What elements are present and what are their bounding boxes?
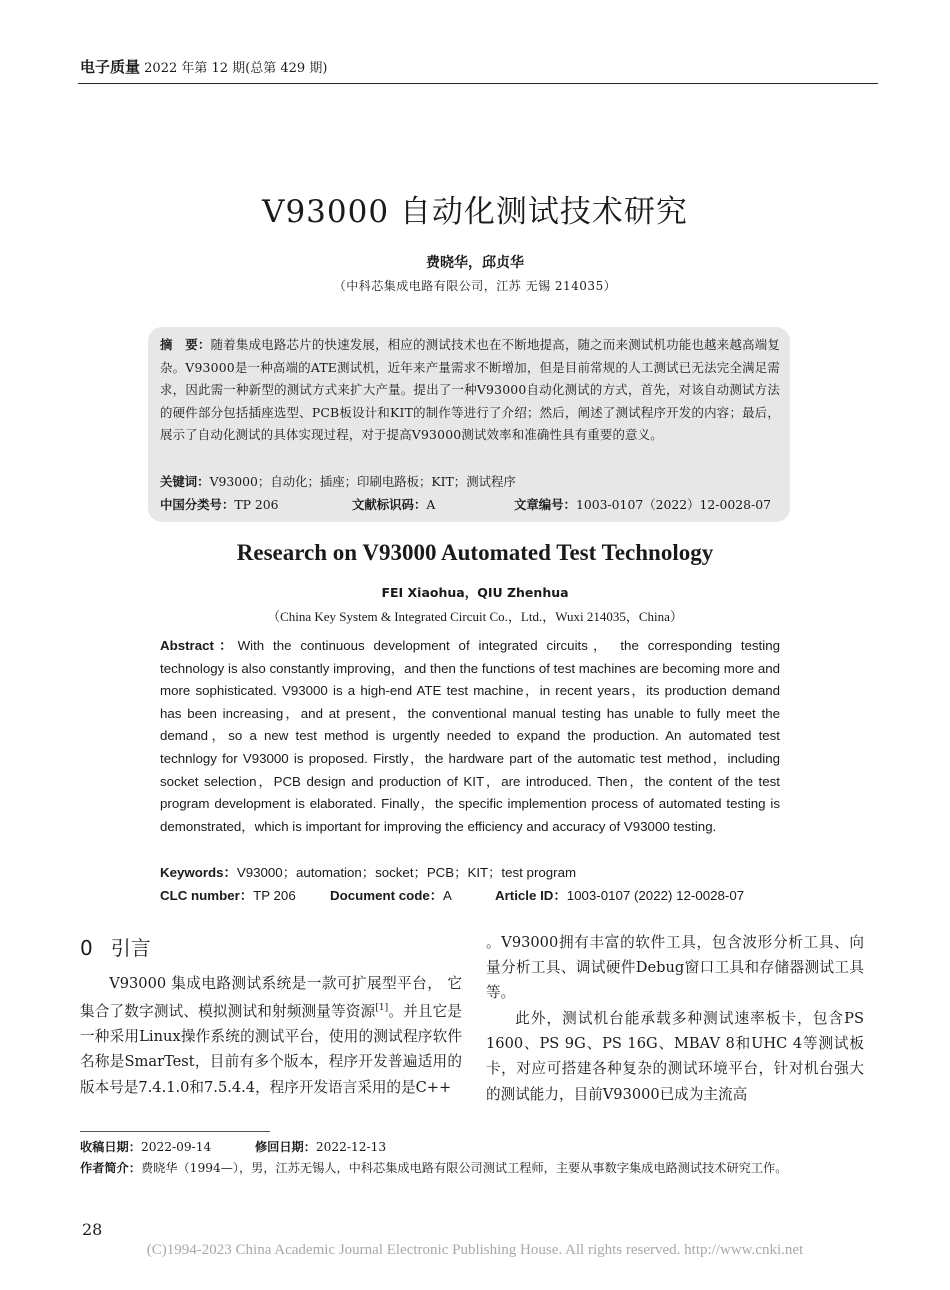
- en-abstract: [160, 635, 780, 838]
- cn-keywords-text: V93000；自动化；插座；印刷电路板；KIT；测试程序: [209, 474, 516, 489]
- en-keywords: [160, 862, 780, 884]
- footnote-author: [80, 1158, 870, 1178]
- received-label: 收稿日期：: [80, 1140, 141, 1154]
- en-article-id: [495, 885, 744, 907]
- en-clc-label: CLC number：: [160, 888, 254, 903]
- journal-name: 电子质量: [80, 58, 141, 76]
- en-abstract-text: With the continuous development of integrated circuits， the corresponding testing technology is also constantly improving，and then the functions of test machines are becoming more and more sophisticated. V93000 is a high-end ATE test machine，in recent years，its production demand has been increasing，and at present，the conventional manual testing has unable to fully meet the demand，so a new test method is urgently needed to expand the production. An automated test technlogy for V93000 is proposed. Firstly，the hardware part of the automatic test method，including socket selection，PCB design and production of KIT，are introduced. Then，the content of the test program development is elaborated. Finally，the specific implemention process of automated testing is demonstrated，which is important for improving the efficiency and accuracy of V93000 testing.: [160, 638, 780, 834]
- cn-abstract: [160, 334, 780, 447]
- copyright-watermark: (C)1994-2023 China Academic Journal Electronic Publishing House. All rights reserved. http://www.cnki.net: [146, 1242, 804, 1258]
- cn-keywords: [160, 471, 780, 493]
- en-doc-code-value: A: [443, 888, 452, 903]
- section-heading: [80, 932, 151, 961]
- en-affiliation: （China Key System & Integrated Circuit Co.，Ltd.，Wuxi 214035，China）: [267, 609, 683, 624]
- cn-clc: [160, 497, 279, 512]
- en-clc: [160, 888, 296, 903]
- body-p1-part-a: V93000 集成电路测试系统是一款可扩展型平台， 它集合了数字测试、模拟测试和射频测量等资源: [80, 975, 462, 1021]
- body-paragraph-1: [80, 971, 462, 1100]
- footnote-dates: [80, 1137, 386, 1157]
- en-abstract-label: Abstract：: [160, 638, 238, 653]
- cn-abstract-label: 摘 要：: [160, 337, 211, 352]
- footnote-rule: [80, 1131, 270, 1132]
- en-article-id-label: Article ID：: [495, 888, 567, 903]
- en-classification: [160, 885, 780, 907]
- citation-ref[interactable]: [1]: [375, 1003, 389, 1014]
- cn-authors: 费晓华，邱贞华: [426, 255, 524, 271]
- cn-article-id-label: 文章编号：: [514, 497, 576, 512]
- issue-info: 2022 年第 12 期(总第 429 期): [144, 61, 328, 76]
- page-title: V93000 自动化测试技术研究: [262, 194, 688, 230]
- cn-doc-code-value: A: [426, 497, 436, 512]
- header-rule: [78, 83, 878, 84]
- cn-classification: [160, 494, 780, 516]
- author-label: 作者简介：: [80, 1161, 141, 1175]
- received-date: 2022-09-14: [140, 1140, 212, 1154]
- revised-label: 修回日期：: [254, 1140, 316, 1154]
- cn-affiliation: （中科芯集成电路有限公司，江苏 无锡 214035）: [333, 279, 617, 293]
- running-header: [80, 56, 327, 77]
- cn-doc-code: [352, 494, 435, 516]
- en-clc-value: TP 206: [253, 888, 296, 903]
- body-paragraph-1-continued: 。V93000拥有丰富的软件工具，包含波形分析工具、向量分析工具、调试硬件Debug窗口工具和存储器测试工具等。: [486, 934, 864, 1002]
- en-keywords-text: V93000；automation；socket；PCB；KIT；test program: [236, 865, 577, 880]
- section-number: 0: [80, 936, 93, 960]
- author-bio: 费晓华（1994—），男，江苏无锡人，中科芯集成电路有限公司测试工程师，主要从事数字集成电路测试技术研究工作。: [140, 1161, 788, 1175]
- body-paragraph-2: 此外，测试机台能承载多种测试速率板卡，包含PS 1600、PS 9G、PS 16G、MBAV 8和UHC 4等测试板卡，对应可搭建各种复杂的测试环境平台，针对机台强大的测试能力，目前V93000已成为主流高: [486, 1010, 864, 1103]
- en-keywords-label: Keywords：: [160, 865, 237, 880]
- body-p1-part-b: 。并且它是一种采用Linux操作系统的测试平台，使用的测试程序软件名称是SmarTest，目前有多个版本，程序开发普遍适用的版本号是7.4.1.0和7.5.4.4，程序开发语言采用的是C++: [80, 1003, 462, 1096]
- page-number: 28: [82, 1220, 103, 1239]
- en-authors: FEI Xiaohua，QIU Zhenhua: [381, 585, 569, 600]
- cn-keywords-label: 关键词：: [160, 474, 210, 489]
- cn-article-id: [514, 494, 771, 516]
- cn-abstract-text: 随着集成电路芯片的快速发展，相应的测试技术也在不断地提高，随之而来测试机功能也越来越高端复杂。V93000是一种高端的ATE测试机，近年来产量需求不断增加，但是目前常规的人工测试已无法完全满足需求，因此需一种新型的测试方式来扩大产量。提出了一种V93000自动化测试的方式，首先，对该自动测试方法的硬件部分包括插座选型、PCB板设计和KIT的制作等进行了介绍；然后，阐述了测试程序开发的内容；最后，展示了自动化测试的具体实现过程，对于提高V93000测试效率和准确性具有重要的意义。: [160, 337, 780, 443]
- cn-clc-value: TP 206: [234, 497, 279, 512]
- cn-clc-label: 中国分类号：: [160, 497, 235, 512]
- en-doc-code-label: Document code：: [330, 888, 444, 903]
- en-article-id-value: 1003-0107 (2022) 12-0028-07: [566, 888, 745, 903]
- en-title: Research on V93000 Automated Test Technology: [236, 540, 714, 565]
- revised-date: 2022-12-13: [315, 1140, 387, 1154]
- cn-doc-code-label: 文献标识码：: [352, 497, 427, 512]
- en-doc-code: [330, 885, 452, 907]
- cn-article-id-value: 1003-0107（2022）12-0028-07: [575, 497, 771, 512]
- section-title: 引言: [110, 936, 151, 960]
